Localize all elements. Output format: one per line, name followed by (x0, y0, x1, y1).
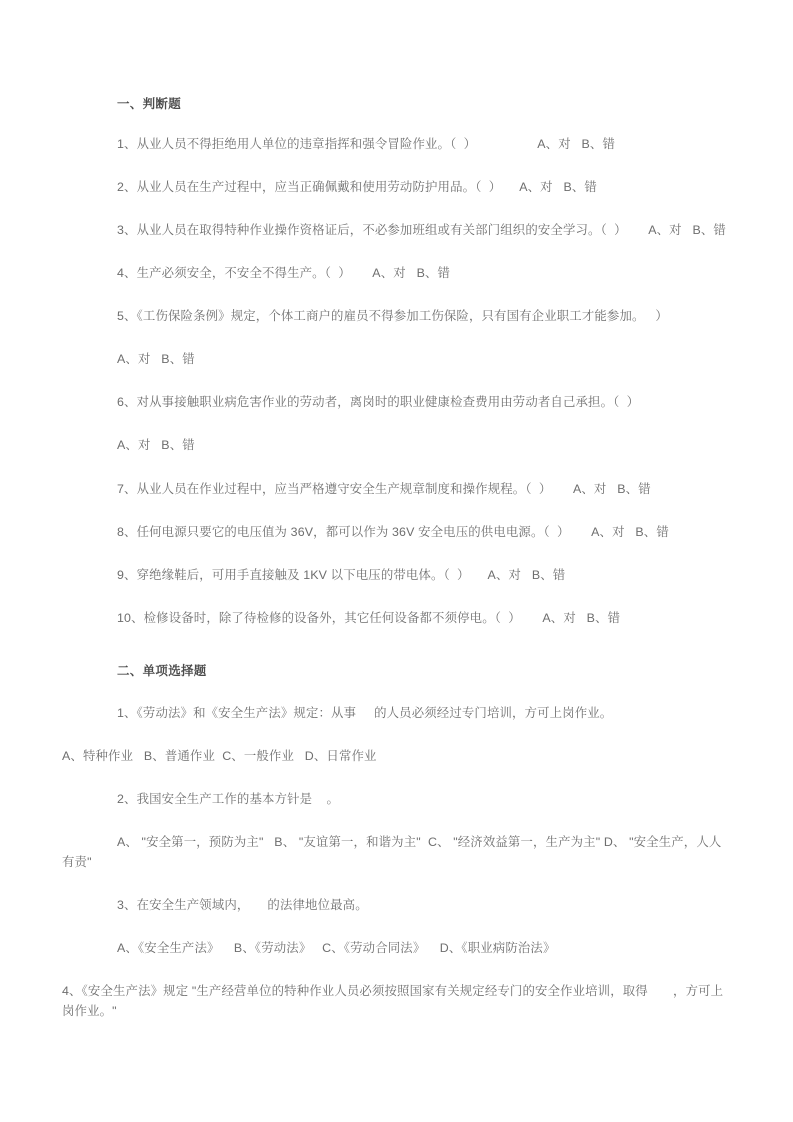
option-list: A、特种作业 B、普通作业 C、一般作业 D、日常作业 (62, 748, 377, 763)
answer-choices: A、对 B、错 (117, 352, 195, 367)
question-text: 10、检修设备时，除了待检修的设备外，其它任何设备都不须停电。（ ） A、对 B、错 (117, 610, 621, 625)
question-text: 6、对从事接触职业病危害作业的劳动者，离岗时的职业健康检查费用由劳动者自己承担。（ ） (117, 395, 640, 410)
question-text: 3、从业人员在取得特种作业操作资格证后，不必参加班组或有关部门组织的安全学习。（ ） A、对 B、错 (117, 222, 726, 237)
document-content (62, 95, 731, 1021)
question-text: 4、《安全生产法》规定 "生产经营单位的特种作业人员必须按照国家有关规定经专门的安全作业培训，取得 ，方可上岗作业。" (62, 984, 724, 1019)
option-list: A、 "安全第一，预防为主" B、 "友谊第一，和谐为主" C、 "经济效益第一，生产为主" D、 "安全生产，人人有责" (62, 834, 722, 869)
question-text: 5、《工伤保险条例》规定，个体工商户的雇员不得参加工伤保险，只有国有企业职工才能参加。 ） (117, 309, 668, 324)
question-text: 1、《劳动法》和《安全生产法》规定：从事 的人员必须经过专门培训，方可上岗作业。 (117, 705, 613, 720)
question-text: 2、从业人员在生产过程中，应当正确佩戴和使用劳动防护用品。（ ） A、对 B、错 (117, 179, 597, 194)
option-list: A、《安全生产法》 B、《劳动法》 C、《劳动合同法》 D、《职业病防治法》 (117, 941, 556, 956)
question-text: 7、从业人员在作业过程中，应当严格遵守安全生产规章制度和操作规程。（ ） A、对 B、错 (117, 481, 651, 496)
question-text: 4、生产必须安全，不安全不得生产。（ ） A、对 B、错 (117, 266, 451, 281)
answer-choices: A、对 B、错 (117, 438, 195, 453)
question-text: 2、我国安全生产工作的基本方针是 。 (117, 791, 340, 806)
section-heading: 一、判断题 (117, 97, 182, 111)
question-text: 1、从业人员不得拒绝用人单位的违章指挥和强令冒险作业。（ ） A、对 B、错 (117, 136, 616, 151)
question-text: 8、任何电源只要它的电压值为 36V，都可以作为 36V 安全电压的供电电源。（ ） A、对 B、错 (117, 524, 669, 539)
section-heading: 二、单项选择题 (117, 663, 207, 678)
question-text: 9、穿绝缘鞋后，可用手直接触及 1KV 以下电压的带电体。（ ） A、对 B、错 (117, 567, 566, 582)
question-text: 3、在安全生产领域内， 的法律地位最高。 (117, 898, 368, 913)
